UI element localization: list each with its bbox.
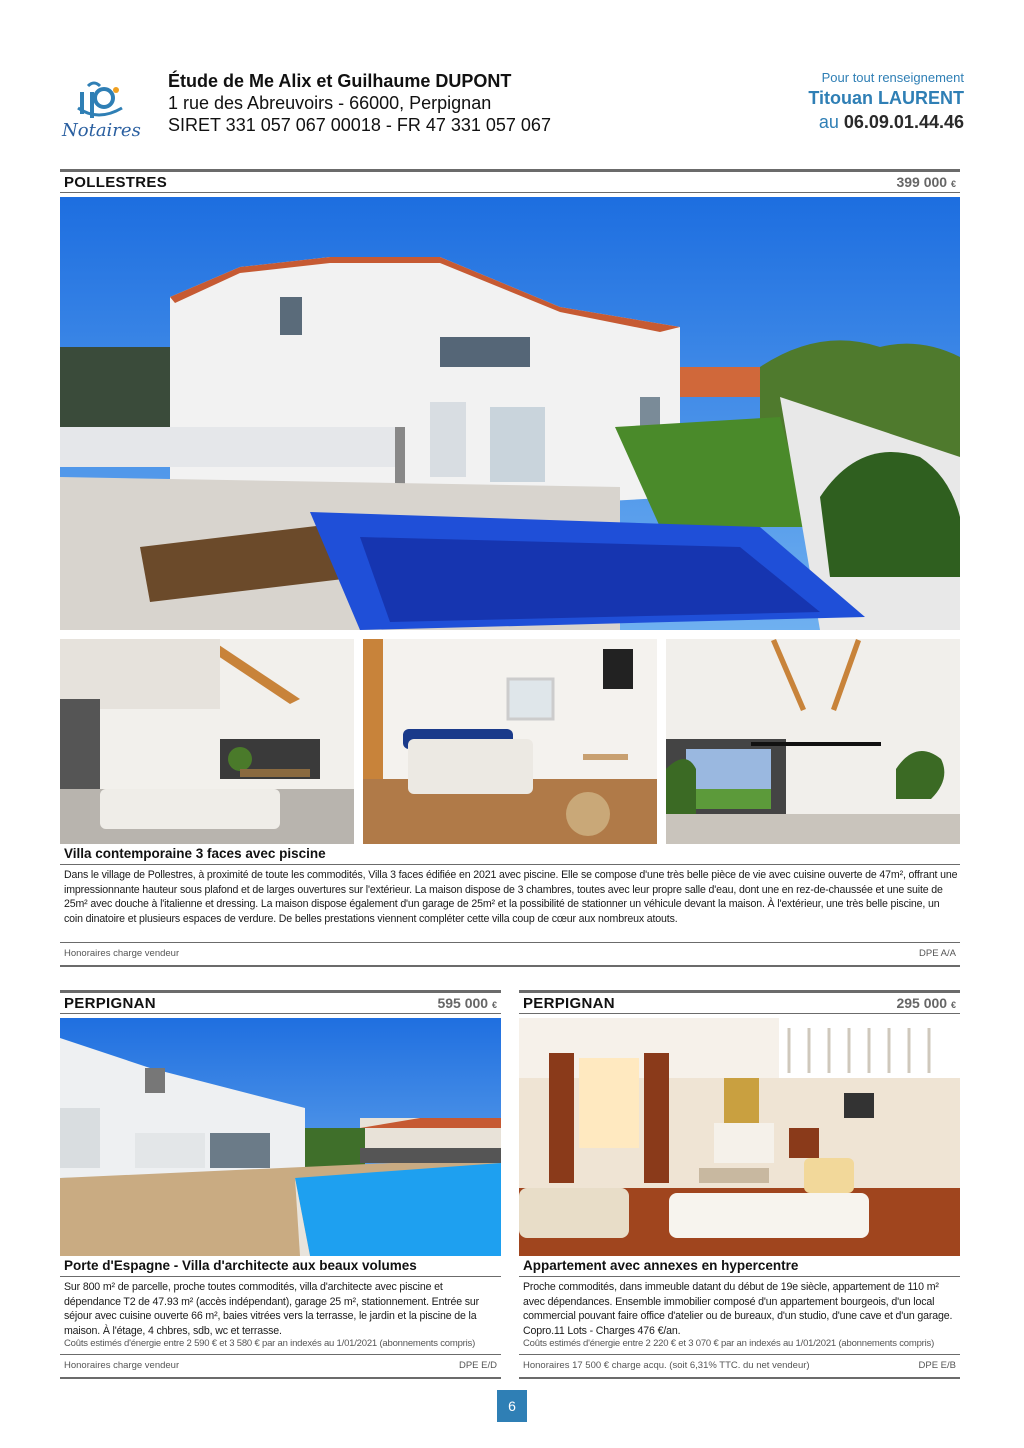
listing1-city: POLLESTRES	[64, 174, 168, 191]
listing1-main-photo[interactable]	[60, 197, 960, 630]
listing3-header	[519, 990, 960, 1014]
listing1-fees: Honoraires charge vendeur	[64, 948, 180, 959]
listing3-subtitle: Appartement avec annexes en hypercentre	[523, 1258, 799, 1273]
contact-phone-line	[808, 110, 964, 134]
listing3-rule	[519, 1276, 960, 1277]
listing2-photo[interactable]	[60, 1018, 501, 1256]
listing2-price: 595 000 €	[437, 995, 497, 1011]
listing2-fees: Honoraires charge vendeur	[64, 1360, 180, 1371]
listing3-price: 295 000 €	[896, 995, 956, 1011]
listing2-description: Sur 800 m² de parcelle, proche toutes commodités, villa d'architecte avec piscine et dépendance T2 de 47.93 m² (accès indépendant), garage 25 m², stationnement. Entrée sur séjour avec cuisine ouverte 66 m², baies vitrées vers la terrasse, le jardin et la piscine de la maison. À l'étage, 4 chbres, sdb, wc et terrasse.	[64, 1281, 480, 1337]
etude-name: Étude de Me Alix et Guilhaume DUPONT	[168, 71, 512, 91]
listing3-energy: Coûts estimés d'énergie entre 2 220 € et 3 070 € par an indexés au 1/01/2021 (abonnements compris)	[523, 1338, 935, 1349]
listing3-photo[interactable]	[519, 1018, 960, 1256]
listing2-subtitle: Porte d'Espagne - Villa d'architecte aux beaux volumes	[64, 1258, 417, 1273]
contact-label: Pour tout renseignement	[821, 70, 964, 85]
listing2-header	[60, 990, 501, 1014]
listing2-footer	[60, 1354, 501, 1379]
listing2-energy: Coûts estimés d'énergie entre 2 590 € et 3 580 € par an indexés au 1/01/2021 (abonnements compris)	[64, 1338, 476, 1349]
contact-prefix: au	[818, 112, 839, 132]
listing2-city: PERPIGNAN	[64, 995, 156, 1012]
logo-text: Notaires	[62, 120, 141, 141]
page-number: 6	[497, 1390, 527, 1422]
contact-name: Titouan LAURENT	[808, 88, 964, 108]
etude-block	[168, 70, 551, 136]
listing3-footer	[519, 1354, 960, 1379]
listing1-header	[60, 169, 960, 193]
etude-siret: SIRET 331 057 067 00018 - FR 47 331 057 067	[168, 115, 551, 135]
listing3-dpe: DPE E/B	[918, 1360, 956, 1371]
contact-phone[interactable]: 06.09.01.44.46	[843, 112, 964, 132]
contact-block	[808, 70, 964, 134]
listing1-footer	[60, 942, 960, 967]
listing1-photo-bedroom[interactable]	[363, 639, 657, 844]
etude-address: 1 rue des Abreuvoirs - 66000, Perpignan	[168, 93, 492, 113]
listing2-dpe: DPE E/D	[458, 1360, 497, 1371]
listing1-rule	[60, 864, 960, 865]
listing1-description: Dans le village de Pollestres, à proximité de toute les commodités, Villa 3 faces édifiée en 2021 avec piscine. Elle se compose d'une très belle pièce de vie avec cuisine ouverte de 47m², offrant une impressionnante hauteur sous plafond et de larges ouvertures sur l'extérieur. La maison dispose de 3 chambres, toutes avec leur propre salle d'eau, dont une en rez-de-chaussée et une suite de 25m² avec douche à l'italienne et dressing. La maison dispose également d'un garage de 25m² et la possibilité de stationner un véhicule devant la maison. À l'extérieur, une très belle piscine, un coin dinatoire et plusieurs espaces de verdure. De belles prestations viennent compléter cette villa coup de cœur aux nombreux atouts.	[64, 869, 958, 925]
listing3-description: Proche commodités, dans immeuble datant du début de 19e siècle, appartement de 110 m² avec dépendances. Ensemble immobilier composé d'un appartement bourgeois, d'un local commercial pouvant faire office d'atelier ou de bureaux, d'un studio, d'une cave et d'un garage. Copro.11 Lots - Charges 476 €/an.	[523, 1281, 953, 1337]
listing1-dpe: DPE A/A	[919, 948, 956, 959]
listing3-fees: Honoraires 17 500 € charge acqu. (soit 6,31% TTC. du net vendeur)	[523, 1360, 810, 1371]
listing1-price: 399 000 €	[896, 174, 956, 190]
listing3-city: PERPIGNAN	[523, 995, 615, 1012]
logo-icon	[60, 78, 152, 126]
listing1-photo-living[interactable]	[60, 639, 354, 844]
listing1-subtitle: Villa contemporaine 3 faces avec piscine	[64, 846, 326, 861]
listing2-rule	[60, 1276, 501, 1277]
listing1-photo-interior[interactable]	[666, 639, 960, 844]
